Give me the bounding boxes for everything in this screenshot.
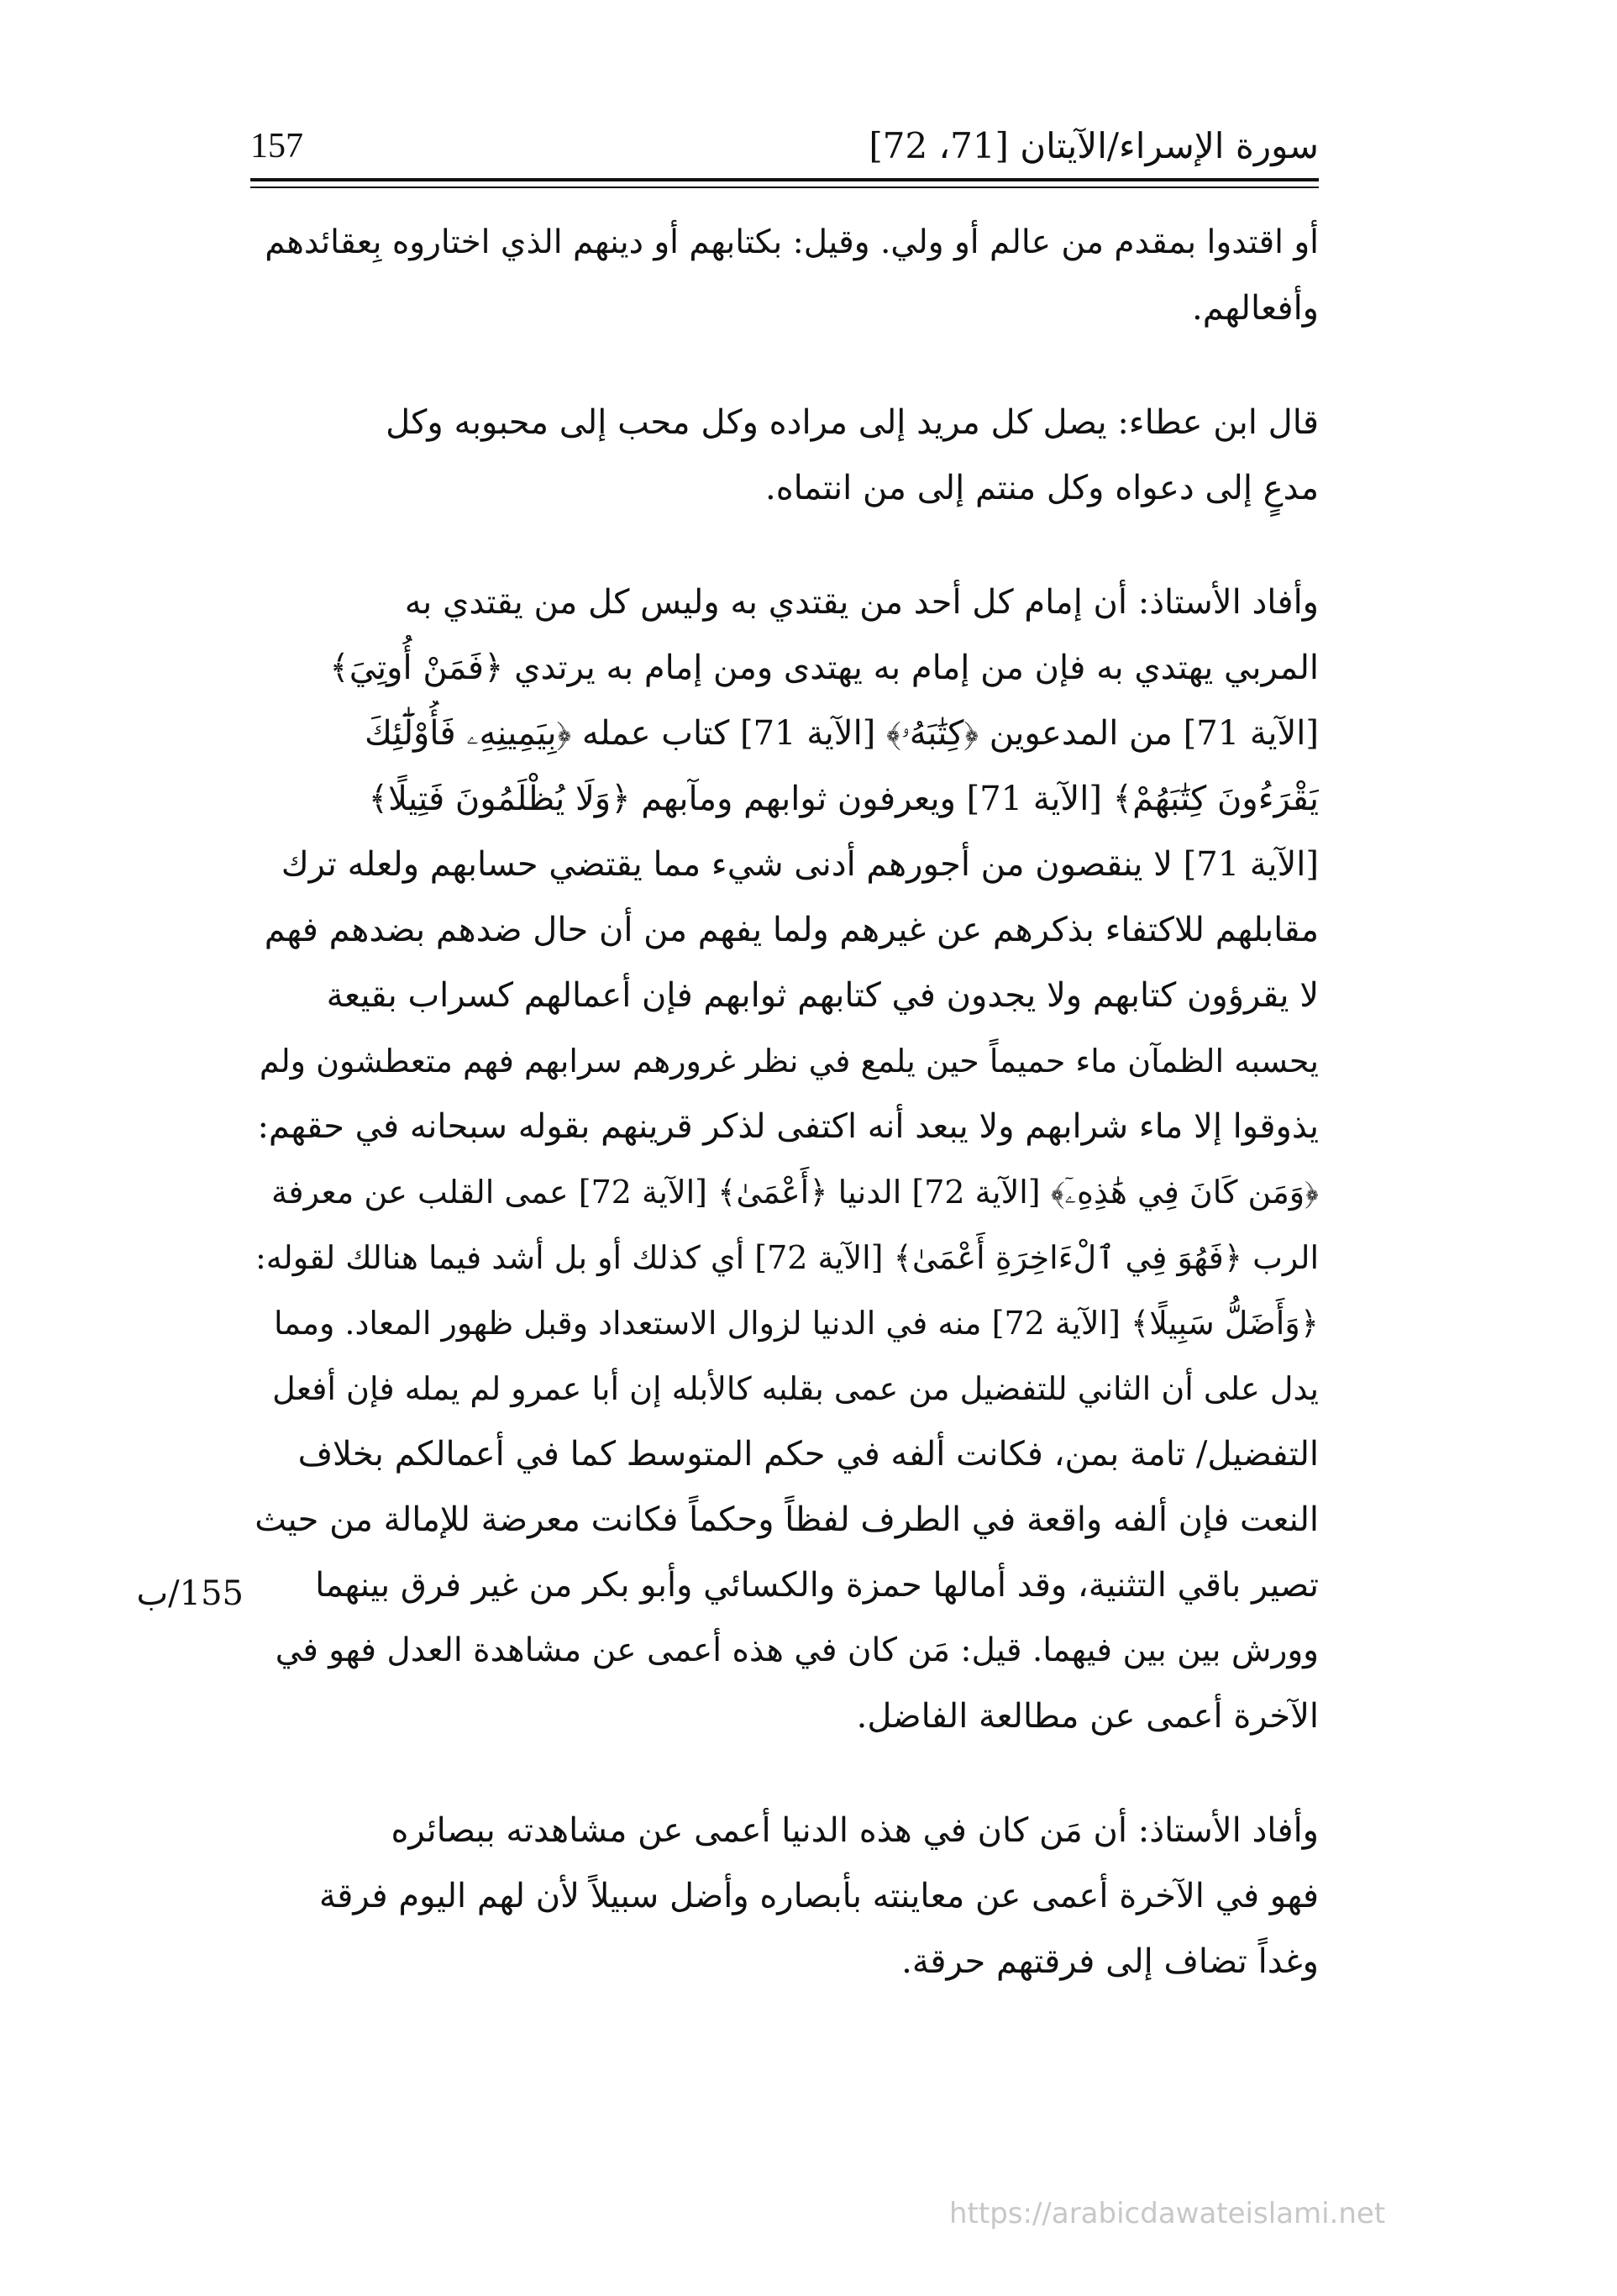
text-line: التفضيل/ تامة بمن، فكانت ألفه في حكم المتوسط كما في أعمالكم بخلاف	[297, 1435, 1319, 1474]
text-line: المربي يهتدي به فإن من إمام به يهتدى ومن إمام به يرتدي ﴿فَمَنْ أُوتِيَ﴾	[329, 649, 1319, 687]
text-line: النعت فإن ألفه واقعة في الطرف لفظاً وحكماً فكانت معرضة للإمالة من حيث	[255, 1500, 1319, 1539]
text-line: تصير باقي التثنية، وقد أمالها حمزة والكسائي وأبو بكر من غير فرق بينهما	[315, 1566, 1319, 1605]
text-line: يذوقوا إلا ماء شرابهم ولا يبعد أنه اكتفى لذكر قرينهم بقوله سبحانه في حقهم:	[257, 1107, 1319, 1146]
text-line: فهو في الآخرة أعمى عن معاينته بأبصاره وأضل سبيلاً لأن لهم اليوم فرقة	[318, 1877, 1319, 1915]
watermark-url: https://arabicdawateislami.net	[949, 2197, 1386, 2230]
paragraph-3	[250, 570, 1319, 1749]
running-title: سورة الإسراء/الآيتان [71، 72]	[869, 125, 1319, 166]
text-line: وأفعالهم.	[1192, 289, 1319, 328]
page-body	[250, 210, 1319, 1994]
paragraph-2	[250, 390, 1319, 521]
manuscript-folio-note: 155/ب	[136, 1574, 244, 1613]
text-line: مقابلهم للاكتفاء بذكرهم عن غيرهم ولما يفهم من أن حال ضدهم بضدهم فهم	[264, 911, 1319, 949]
text-line: مدعٍ إلى دعواه وكل منتم إلى من انتماه.	[764, 469, 1319, 507]
text-line: الآخرة أعمى عن مطالعة الفاضل.	[856, 1697, 1319, 1736]
page-header	[250, 111, 1319, 178]
text-line: [الآية 71] من المدعوين ﴿كِتَٰبَهُۥ﴾ [الآية 71] كتاب عمله ﴿بِيَمِينِهِۦ فَأُوْلَٰٓئِكَ	[365, 714, 1319, 753]
text-line: يَقْرَءُونَ كِتَٰبَهُمْ﴾ [الآية 71] ويعرفون ثوابهم ومآبهم ﴿وَلَا يُظْلَمُونَ فَتِيلًا﴾	[368, 780, 1319, 818]
header-rule-thin	[250, 187, 1319, 188]
text-line: [الآية 71] لا ينقصون من أجورهم أدنى شيء مما يقتضي حسابهم ولعله ترك	[281, 845, 1319, 884]
page-number: 157	[250, 127, 303, 166]
text-line: وغداً تضاف إلى فرقتهم حرقة.	[901, 1942, 1319, 1981]
header-rule-thick	[250, 178, 1319, 181]
text-line: وأفاد الأستاذ: أن مَن كان في هذه الدنيا أعمى عن مشاهدته ببصائره	[391, 1811, 1319, 1850]
text-line: ﴿وَمَن كَانَ فِي هَٰذِهِۦٓ﴾ [الآية 72] الدنيا ﴿أَعْمَىٰ﴾ [الآية 72] عمى القلب عن معرفة	[271, 1174, 1319, 1211]
text-line: الرب ﴿فَهُوَ فِي ٱلْءَاخِرَةِ أَعْمَىٰ﴾ [الآية 72] أي كذلك أو بل أشد فيما هنالك لقوله:	[255, 1239, 1319, 1276]
text-line: وورش بين بين فيهما. قيل: مَن كان في هذه أعمى عن مشاهدة العدل فهو في	[275, 1631, 1319, 1669]
text-line: وأفاد الأستاذ: أن إمام كل أحد من يقتدي به وليس كل من يقتدي به	[404, 583, 1319, 622]
text-line: يدل على أن الثاني للتفضيل من عمى بقلبه كالأبله إن أبا عمرو لم يمله فإن أفعل	[272, 1370, 1319, 1407]
text-line: أو اقتدوا بمقدم من عالم أو ولي. وقيل: بكتابهم أو دينهم الذي اختاروه بِعقائدهم	[265, 223, 1319, 261]
paragraph-1	[250, 210, 1319, 341]
text-line: ﴿وَأَضَلُّ سَبِيلًا﴾ [الآية 72] منه في الدنيا لزوال الاستعداد وقبل ظهور المعاد. ومما	[274, 1305, 1319, 1342]
text-line: قال ابن عطاء: يصل كل مريد إلى مراده وكل محب إلى محبوبه وكل	[386, 403, 1319, 442]
paragraph-4	[250, 1798, 1319, 1994]
text-line: لا يقرؤون كتابهم ولا يجدون في كتابهم ثوابهم فإن أعمالهم كسراب بقيعة	[326, 976, 1319, 1015]
text-line: يحسبه الظمآن ماء حميماً حين يلمع في نظر غرورهم سرابهم فهم متعطشون ولم	[259, 1043, 1319, 1080]
